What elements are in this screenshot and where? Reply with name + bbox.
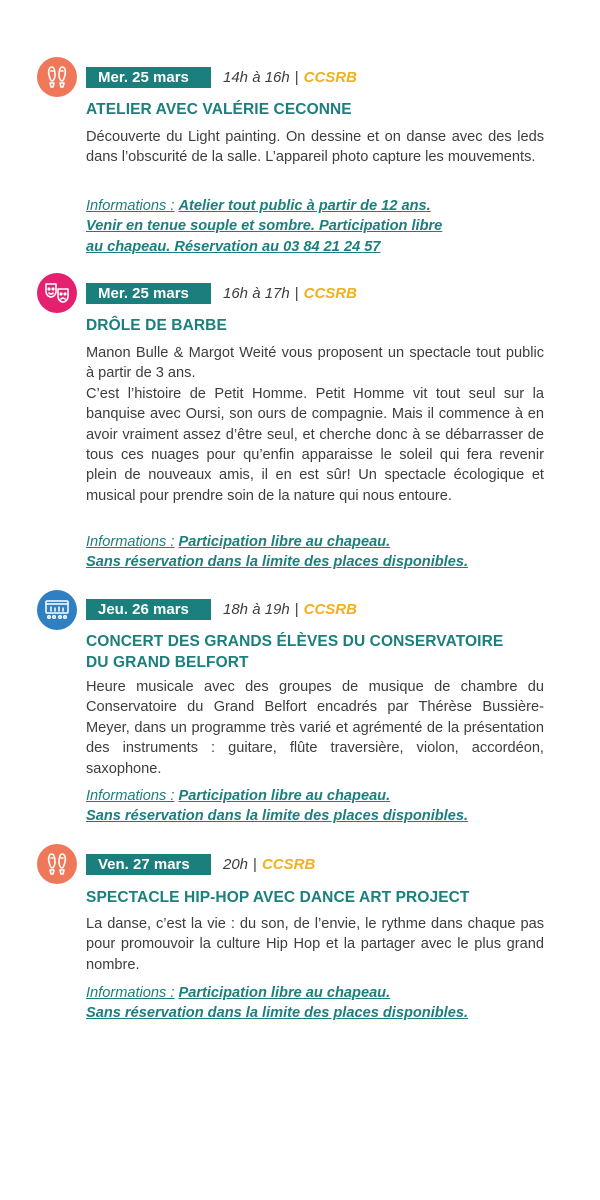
info-line — [86, 196, 556, 216]
info-text: Atelier tout public à partir de 12 ans. — [178, 198, 431, 214]
event-description — [86, 914, 544, 975]
date-row — [86, 67, 357, 88]
info-text: Sans réservation dans la limite des places disponibles. — [86, 808, 469, 825]
info-text: Sans réservation dans la limite des places disponibles. — [86, 1005, 469, 1022]
event-title: DRÔLE DE BARBE — [86, 317, 227, 334]
dance-shoes-icon — [37, 844, 77, 884]
event-title: CONCERT DES GRANDS ÉLÈVES DU CONSERVATOIRE DU GRAND BELFORT — [86, 633, 504, 671]
dance-shoes-icon — [37, 57, 77, 97]
time-text: 14h à 16h — [223, 69, 290, 86]
venue-label: CCSRB — [303, 285, 357, 302]
info-label: Informations : — [86, 198, 175, 214]
info-text: Venir en tenue souple et sombre. Participation libre — [86, 218, 443, 235]
date-row — [86, 599, 357, 620]
date-label: Mer. 25 mars — [86, 283, 211, 304]
description-paragraph: Manon Bulle & Margot Weité vous proposent un spectacle tout public à partir de 3 ans. — [86, 345, 544, 382]
description-paragraph: La danse, c’est la vie : du son, de l’envie, le rythme dans chaque pas pour promouvoir la culture Hip Hop et la partager avec le plus grand nombre. — [86, 916, 544, 973]
info-line — [86, 983, 556, 1003]
description-paragraph: C’est l’histoire de Petit Homme. Petit Homme vit tout seul sur la banquise avec Oursi, son ours de compagnie. Mais il commence à en avoir vraiment assez d’être seul, et cherche donc à se débarrasser de tous ces nuages pour qu’enfin apparaisse le soleil qui fera revenir plein de nouveaux amis, il en est sûr! Un spectacle écologique et musical pour prendre soin de la nature qui nous entoure. — [86, 385, 544, 504]
info-label: Informations : — [86, 788, 175, 804]
date-label: Jeu. 26 mars — [86, 599, 211, 620]
info-text: Participation libre au chapeau. — [178, 788, 391, 804]
date-label: Mer. 25 mars — [86, 67, 211, 88]
time-text: 18h à 19h — [223, 601, 290, 618]
description-paragraph: Heure musicale avec des groupes de musique de chambre du Conservatoire du Grand Belfort encadrés par Thérèse Bussière-Meyer, dans un programme très varié et agrémenté de la présentation des instruments : guitare, flûte traversière, violon, accordéon, saxophone. — [86, 679, 544, 777]
info-line — [86, 786, 556, 806]
theater-masks-icon — [37, 273, 77, 313]
venue-label: CCSRB — [261, 856, 316, 873]
info-text: Participation libre au chapeau. — [178, 534, 391, 550]
date-row — [86, 854, 315, 875]
date-label: Ven. 27 mars — [86, 854, 211, 875]
separator: | — [253, 856, 257, 873]
info-text: Sans réservation dans la limite des places disponibles. — [86, 554, 469, 571]
event-title: SPECTACLE HIP-HOP AVEC DANCE ART PROJECT — [86, 889, 470, 906]
event-info — [86, 196, 556, 257]
event-info — [86, 786, 556, 827]
time-text: 16h à 17h — [223, 285, 290, 302]
separator: | — [294, 601, 299, 618]
date-row — [86, 283, 357, 304]
concert-stage-icon — [37, 590, 77, 630]
venue-label: CCSRB — [303, 601, 357, 618]
event-info — [86, 532, 556, 573]
venue-label: CCSRB — [303, 69, 357, 86]
event-description — [86, 127, 544, 168]
time-text: 20h — [223, 856, 249, 873]
event-description — [86, 677, 544, 779]
info-label: Informations : — [86, 985, 175, 1001]
info-text: au chapeau. Réservation au 03 84 21 24 57 — [86, 238, 381, 255]
event-description — [86, 343, 544, 506]
event-info — [86, 983, 556, 1024]
info-text: Participation libre au chapeau. — [178, 985, 391, 1001]
info-label: Informations : — [86, 534, 175, 550]
info-line — [86, 532, 556, 552]
separator: | — [294, 285, 299, 302]
description-paragraph: Découverte du Light painting. On dessine et on danse avec des leds dans l’obscurité de la salle. L’appareil photo capture les mouvements. — [86, 129, 544, 166]
separator: | — [294, 69, 299, 86]
event-title: ATELIER AVEC VALÉRIE CECONNE — [86, 101, 352, 118]
